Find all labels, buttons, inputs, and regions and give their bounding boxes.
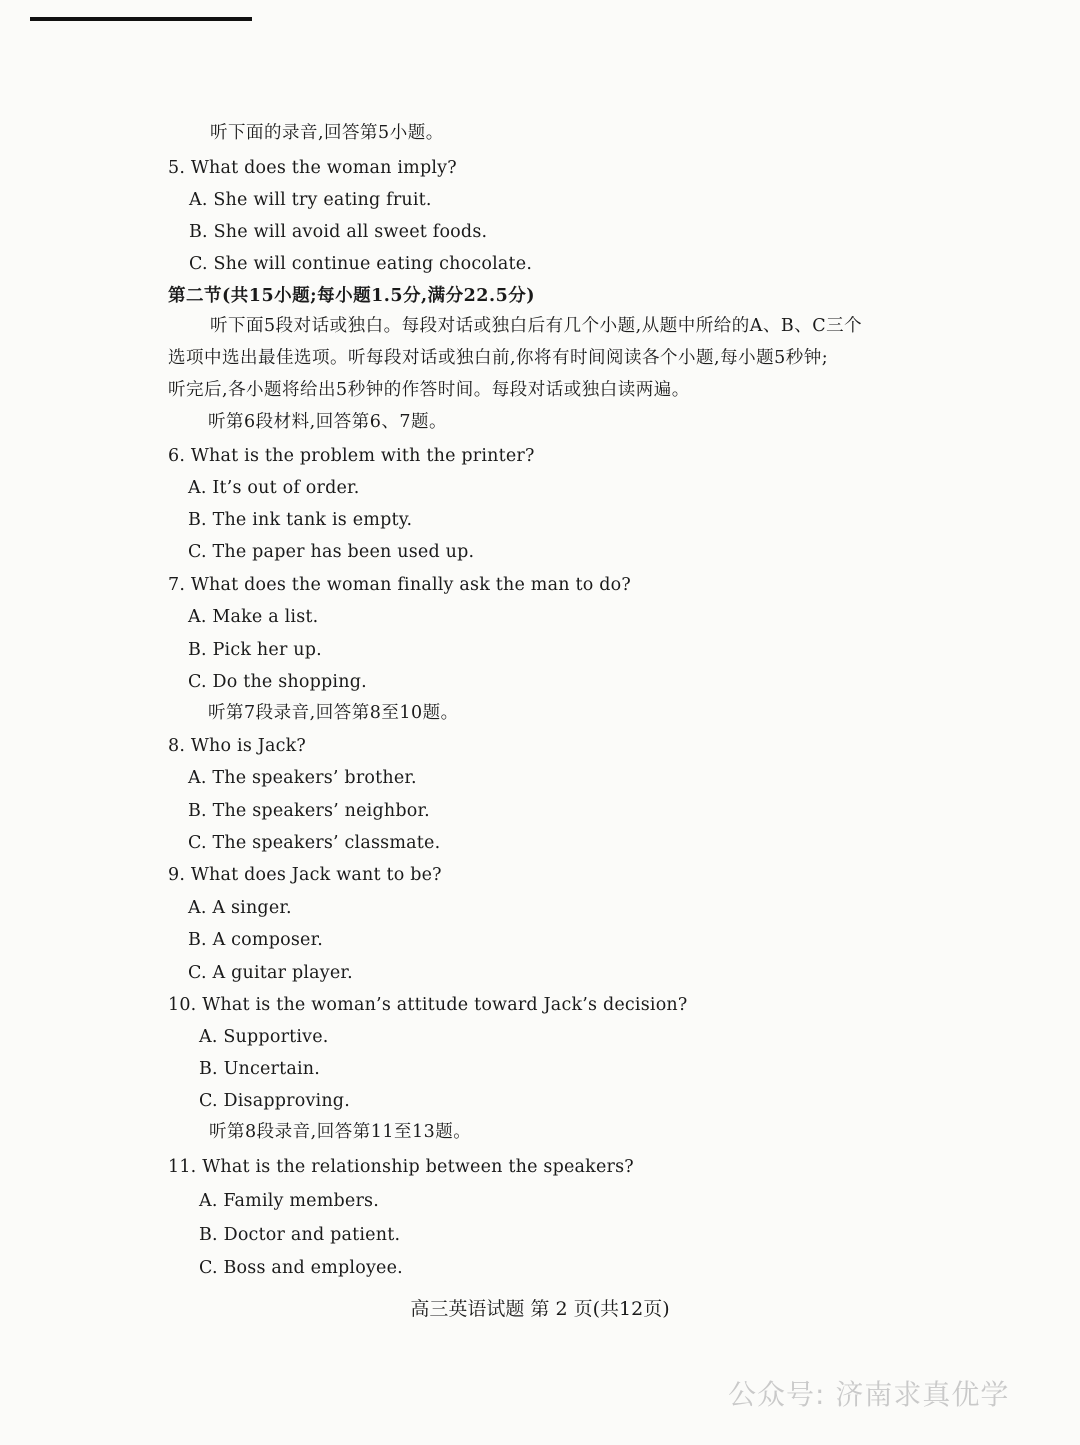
- watermark: 公众号: 济南求真优学: [728, 1378, 1010, 1411]
- question-6: 6. What is the problem with the printer?: [168, 446, 535, 466]
- instruction-q5: 听下面的录音,回答第5小题。: [210, 123, 444, 143]
- section-two-instruction-3: 听完后,各小题将给出5秒钟的作答时间。每段对话或独白读两遍。: [168, 380, 690, 400]
- option-8a: A. The speakers’ brother.: [188, 768, 417, 788]
- instruction-q8-10: 听第7段录音,回答第8至10题。: [208, 703, 459, 723]
- option-11a: A. Family members.: [199, 1191, 380, 1211]
- option-7b: B. Pick her up.: [188, 640, 322, 660]
- option-11b: B. Doctor and patient.: [199, 1225, 401, 1245]
- option-8c: C. The speakers’ classmate.: [188, 833, 441, 853]
- option-9c: C. A guitar player.: [188, 963, 353, 983]
- option-9a: A. A singer.: [188, 898, 292, 918]
- question-9: 9. What does Jack want to be?: [168, 865, 442, 885]
- option-11c: C. Boss and employee.: [199, 1258, 403, 1278]
- instruction-q6-7: 听第6段材料,回答第6、7题。: [208, 412, 447, 432]
- option-10a: A. Supportive.: [199, 1027, 329, 1047]
- question-7: 7. What does the woman finally ask the man to do?: [168, 575, 631, 595]
- section-two-heading: 第二节(共15小题;每小题1.5分,满分22.5分): [168, 286, 536, 306]
- option-10b: B. Uncertain.: [199, 1059, 321, 1079]
- question-5: 5. What does the woman imply?: [168, 158, 457, 178]
- option-6b: B. The ink tank is empty.: [188, 510, 413, 530]
- page-footer: 高三英语试题 第 2 页(共12页): [410, 1298, 670, 1320]
- instruction-q11-13: 听第8段录音,回答第11至13题。: [209, 1122, 472, 1142]
- option-9b: B. A composer.: [188, 930, 323, 950]
- option-7a: A. Make a list.: [188, 607, 319, 627]
- question-10: 10. What is the woman’s attitude toward Jack’s decision?: [168, 995, 688, 1015]
- top-rule: [30, 17, 252, 21]
- option-6a: A. It’s out of order.: [188, 478, 360, 498]
- question-8: 8. Who is Jack?: [168, 736, 306, 756]
- section-two-instruction-1: 听下面5段对话或独白。每段对话或独白后有几个小题,从题中所给的A、B、C三个: [210, 316, 863, 336]
- question-11: 11. What is the relationship between the speakers?: [168, 1157, 634, 1177]
- option-10c: C. Disapproving.: [199, 1091, 350, 1111]
- option-5b: B. She will avoid all sweet foods.: [189, 222, 488, 242]
- option-8b: B. The speakers’ neighbor.: [188, 801, 430, 821]
- section-two-instruction-2: 选项中选出最佳选项。听每段对话或独白前,你将有时间阅读各个小题,每小题5秒钟;: [168, 348, 829, 368]
- option-7c: C. Do the shopping.: [188, 672, 367, 692]
- option-6c: C. The paper has been used up.: [188, 542, 475, 562]
- option-5a: A. She will try eating fruit.: [189, 190, 432, 210]
- option-5c: C. She will continue eating chocolate.: [189, 254, 533, 274]
